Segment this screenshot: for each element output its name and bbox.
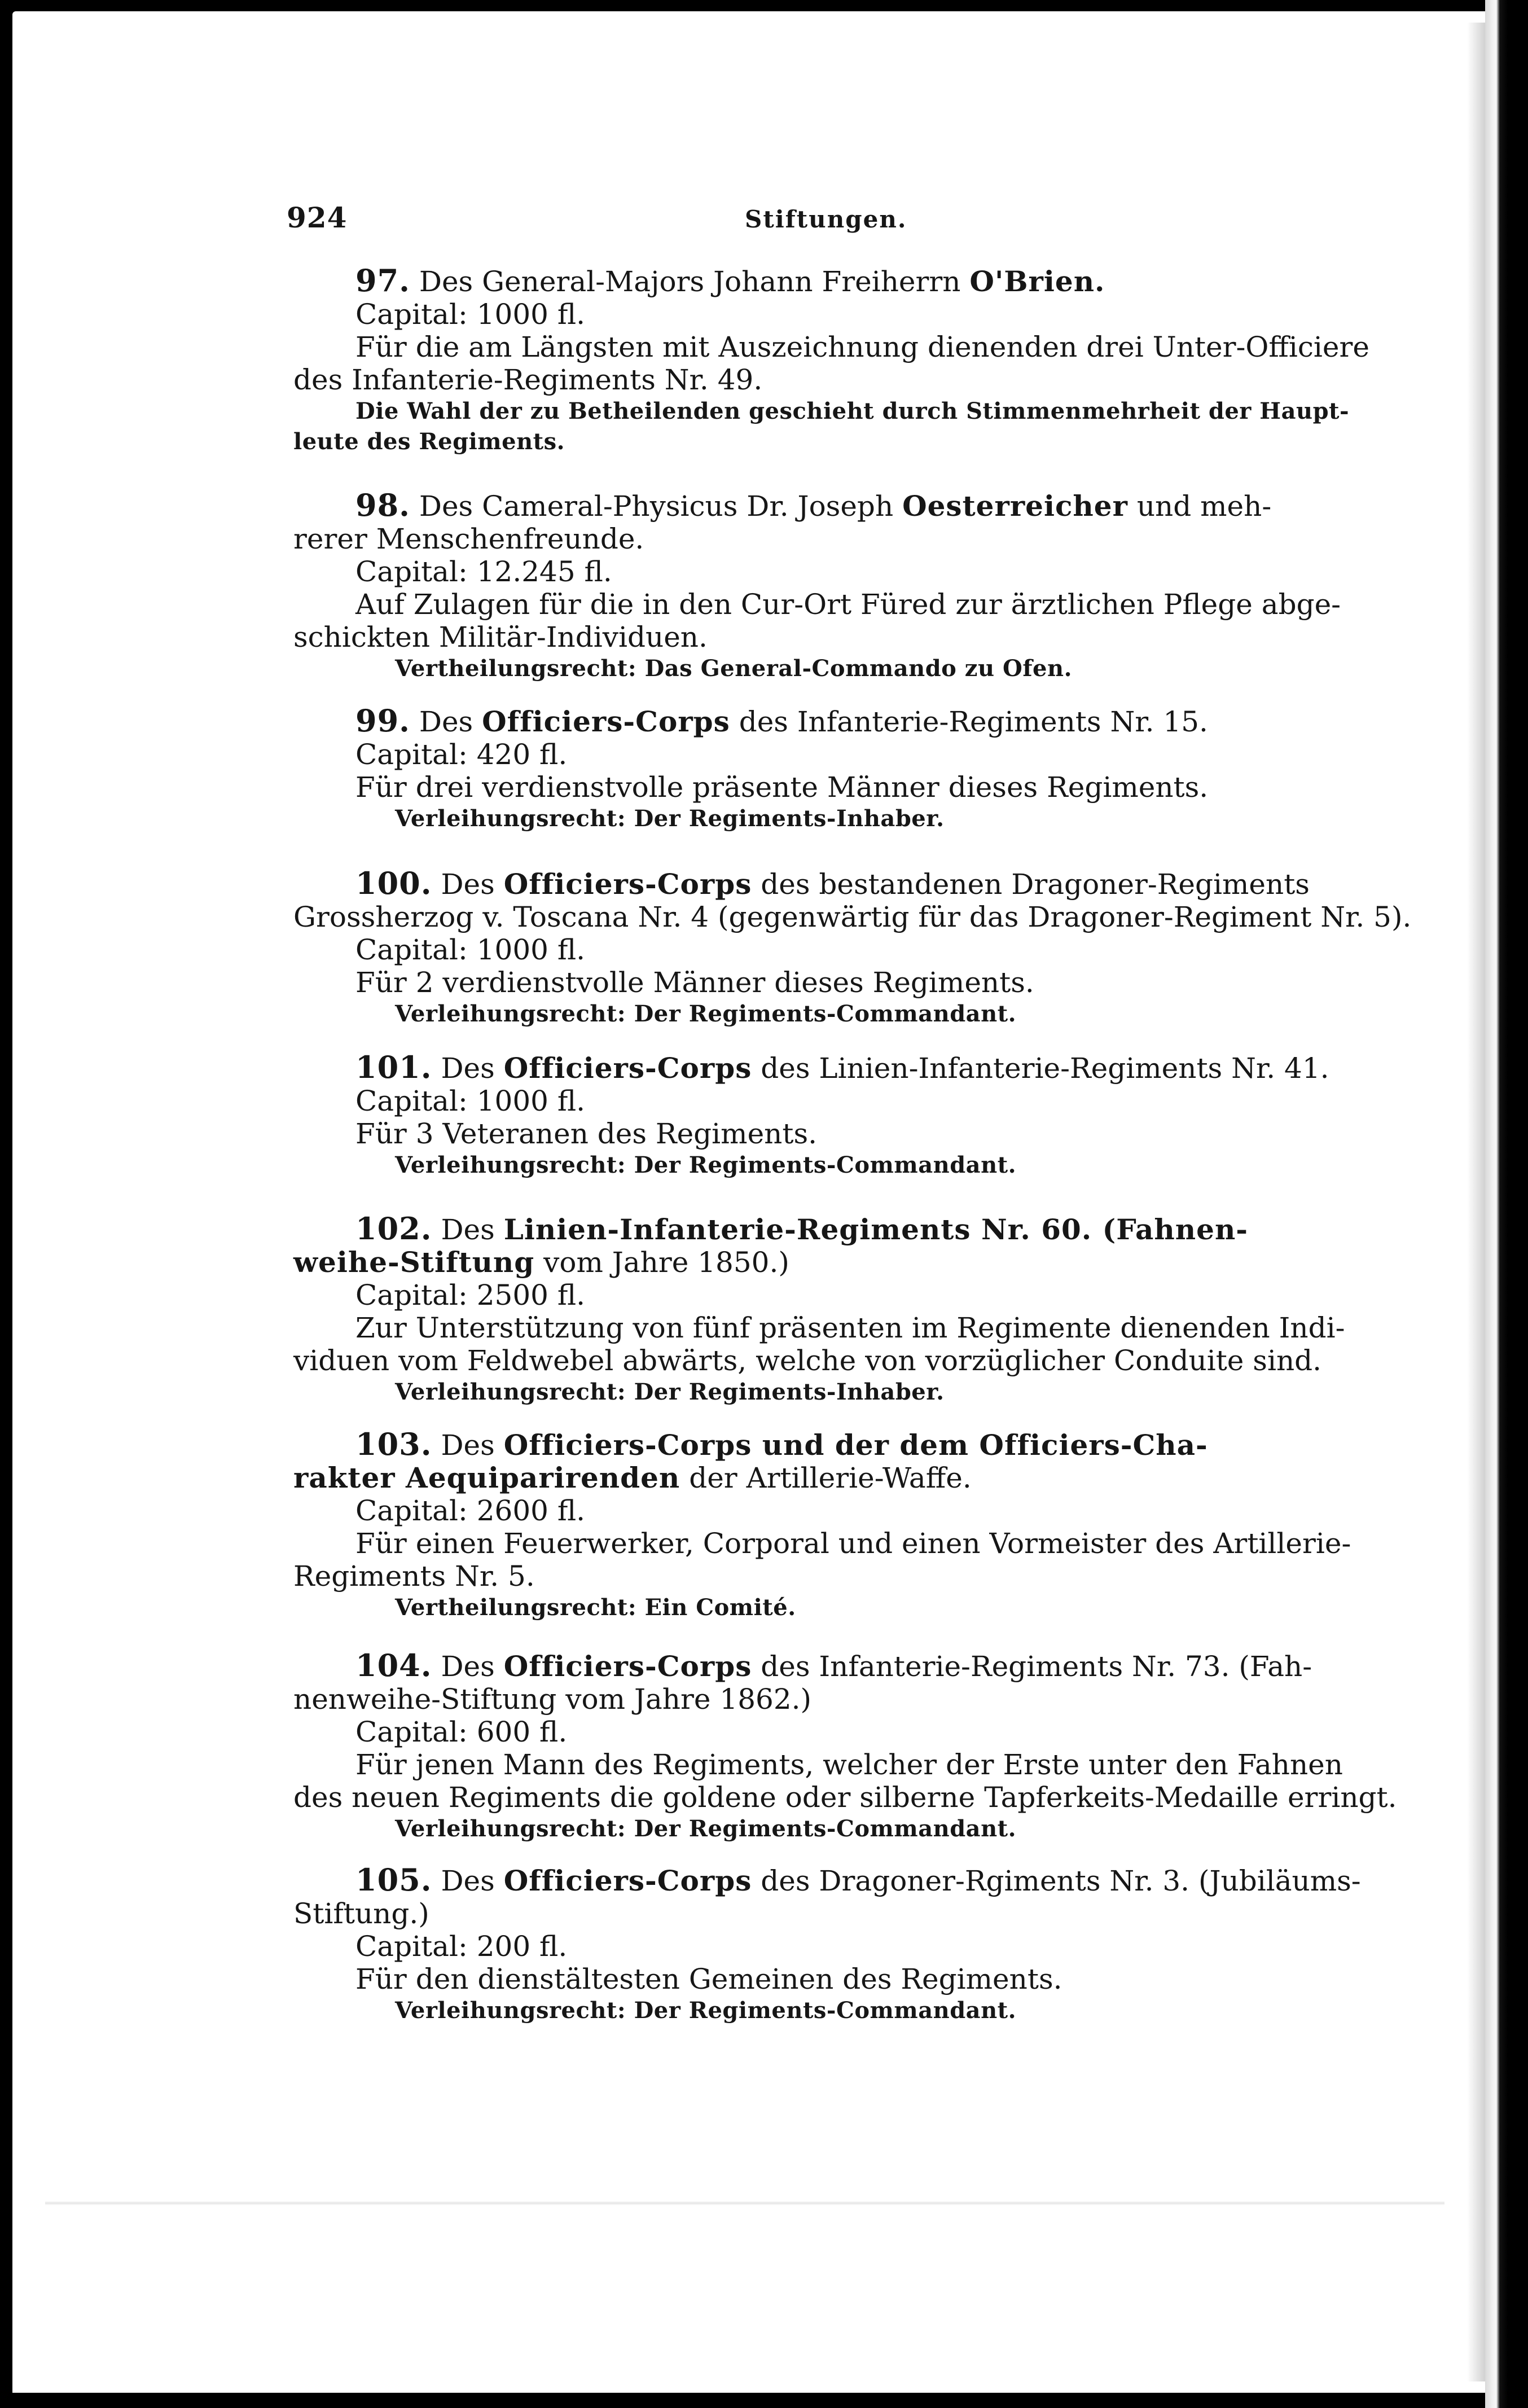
entry-number: 98.: [355, 487, 410, 523]
entry-capital: Capital: 2600 fl.: [355, 1494, 586, 1527]
entry-title-line: rerer Menschenfreunde.: [293, 523, 644, 555]
entry-purpose-line: Auf Zulagen für die in den Cur-Ort Füred zur ärztlichen Pflege abge-: [355, 588, 1341, 621]
entry-capital: Capital: 600 fl.: [355, 1716, 568, 1748]
entry-purpose-line: Für einen Feuerwerker, Corporal und einen Vormeister des Artillerie-: [355, 1527, 1351, 1560]
entry-97: [293, 262, 1369, 457]
entry-capital: Capital: 1000 fl.: [355, 298, 586, 331]
entry-note-line: Verleihungsrecht: Der Regiments-Inhaber.: [395, 805, 945, 832]
entry-capital: Capital: 420 fl.: [355, 738, 568, 771]
entry-title: 100. Des Officiers-Corps des bestandenen Dragoner-Regiments: [355, 865, 1310, 901]
entry-number: 104.: [355, 1647, 432, 1683]
entry-founder: Officiers-Corps und der dem Officiers-Cha-: [503, 1428, 1208, 1462]
entry-99: [293, 704, 1337, 834]
entry-note-line: Die Wahl der zu Betheilenden geschieht durch Stimmenmehrheit der Haupt-: [355, 398, 1350, 424]
entry-purpose-line: des neuen Regiments die goldene oder silberne Tapferkeits-Medaille erringt.: [293, 1781, 1397, 1814]
entry-note-line: Verleihungsrecht: Der Regiments-Inhaber.: [395, 1379, 945, 1405]
entry-founder: Officiers-Corps: [503, 867, 752, 901]
entry-note-line: leute des Regiments.: [293, 428, 565, 455]
entry-capital: Capital: 1000 fl.: [355, 1085, 586, 1117]
entry-title: 99. Des Officiers-Corps des Infanterie-Regiments Nr. 15.: [355, 703, 1208, 739]
entry-title-line: rakter Aequiparirenden der Artillerie-Waffe.: [293, 1461, 972, 1494]
entry-capital: Capital: 12.245 fl.: [355, 555, 612, 588]
entry-purpose-line: schickten Militär-Individuen.: [293, 621, 708, 653]
entry-purpose-line: Für 3 Veteranen des Regiments.: [355, 1117, 818, 1150]
entry-founder: Officiers-Corps: [503, 1650, 752, 1683]
entry-founder: O'Brien.: [969, 265, 1105, 298]
entry-purpose-line: Zur Unterstützung von fünf präsenten im Regimente dienenden Indi-: [355, 1312, 1345, 1344]
entry-note-line: Vertheilungsrecht: Ein Comité.: [395, 1594, 796, 1621]
entry-title: 103. Des Officiers-Corps und der dem Officiers-Cha-: [355, 1426, 1208, 1462]
entry-number: 103.: [355, 1426, 432, 1462]
entry-102: [293, 1210, 1345, 1407]
entry-capital: Capital: 200 fl.: [355, 1930, 568, 1963]
entry-103: [293, 1426, 1351, 1623]
entry-note-line: Verleihungsrecht: Der Regiments-Commandant.: [395, 1152, 1017, 1178]
entry-note-line: Verleihungsrecht: Der Regiments-Commandant.: [395, 1001, 1017, 1027]
entry-note-line: Vertheilungsrecht: Das General-Commando zu Ofen.: [395, 655, 1073, 682]
entry-founder: Officiers-Corps: [503, 1864, 752, 1897]
entry-purpose-line: Für drei verdienstvolle präsente Männer dieses Regiments.: [355, 771, 1209, 804]
entry-capital: Capital: 1000 fl.: [355, 933, 586, 966]
entry-104: [293, 1647, 1397, 1844]
entry-title-line: nenweihe-Stiftung vom Jahre 1862.): [293, 1683, 812, 1716]
entry-105: [293, 1862, 1361, 2026]
entry-founder: Oesterreicher: [902, 489, 1128, 523]
entry-98: [293, 487, 1341, 684]
entry-number: 101.: [355, 1049, 432, 1085]
entry-100: [293, 865, 1412, 1029]
entry-purpose-line: Für den dienstältesten Gemeinen des Regiments.: [355, 1963, 1062, 1995]
entry-title: 97. Des General-Majors Johann Freiherrn O'Brien.: [355, 262, 1105, 299]
entry-purpose-line: Für 2 verdienstvolle Männer dieses Regiments.: [355, 966, 1034, 999]
entry-number: 99.: [355, 703, 410, 739]
entry-founder: Officiers-Corps: [482, 705, 730, 738]
entry-number: 105.: [355, 1862, 432, 1898]
entry-purpose-line: viduen vom Feldwebel abwärts, welche von vorzüglicher Conduite sind.: [293, 1344, 1322, 1377]
entry-note-line: Verleihungsrecht: Der Regiments-Commandant.: [395, 1815, 1017, 1842]
entry-title-line: Grossherzog v. Toscana Nr. 4 (gegenwärtig für das Dragoner-Regiment Nr. 5).: [293, 901, 1412, 933]
entry-purpose-line: des Infanterie-Regiments Nr. 49.: [293, 363, 763, 396]
entry-title: 105. Des Officiers-Corps des Dragoner-Rgiments Nr. 3. (Jubiläums-: [355, 1862, 1361, 1898]
entry-purpose-line: Regiments Nr. 5.: [293, 1560, 535, 1593]
entry-title: 98. Des Cameral-Physicus Dr. Joseph Oesterreicher und meh-: [355, 487, 1272, 523]
entry-purpose-line: Für die am Längsten mit Auszeichnung dienenden drei Unter-Officiere: [355, 331, 1369, 363]
entry-title: 101. Des Officiers-Corps des Linien-Infanterie-Regiments Nr. 41.: [355, 1049, 1329, 1085]
entry-title-line: weihe-Stiftung vom Jahre 1850.): [293, 1245, 789, 1279]
page-number: 924: [287, 201, 348, 234]
entry-purpose-line: Für jenen Mann des Regiments, welcher der Erste unter den Fahnen: [355, 1748, 1343, 1781]
entry-title: 102. Des Linien-Infanterie-Regiments Nr. 60. (Fahnen-: [355, 1210, 1249, 1247]
entry-capital: Capital: 2500 fl.: [355, 1279, 586, 1312]
entry-number: 100.: [355, 865, 432, 901]
entry-number: 97.: [355, 262, 410, 299]
entry-title: 104. Des Officiers-Corps des Infanterie-Regiments Nr. 73. (Fah-: [355, 1647, 1312, 1683]
entry-title-line: Stiftung.): [293, 1897, 429, 1930]
entry-101: [293, 1051, 1337, 1181]
entry-founder: Officiers-Corps: [503, 1051, 752, 1085]
entry-number: 102.: [355, 1210, 432, 1247]
entry-founder: Linien-Infanterie-Regiments Nr. 60. (Fahnen-: [503, 1213, 1249, 1246]
running-title: Stiftungen.: [745, 205, 907, 233]
entry-note-line: Verleihungsrecht: Der Regiments-Commandant.: [395, 1997, 1017, 2024]
